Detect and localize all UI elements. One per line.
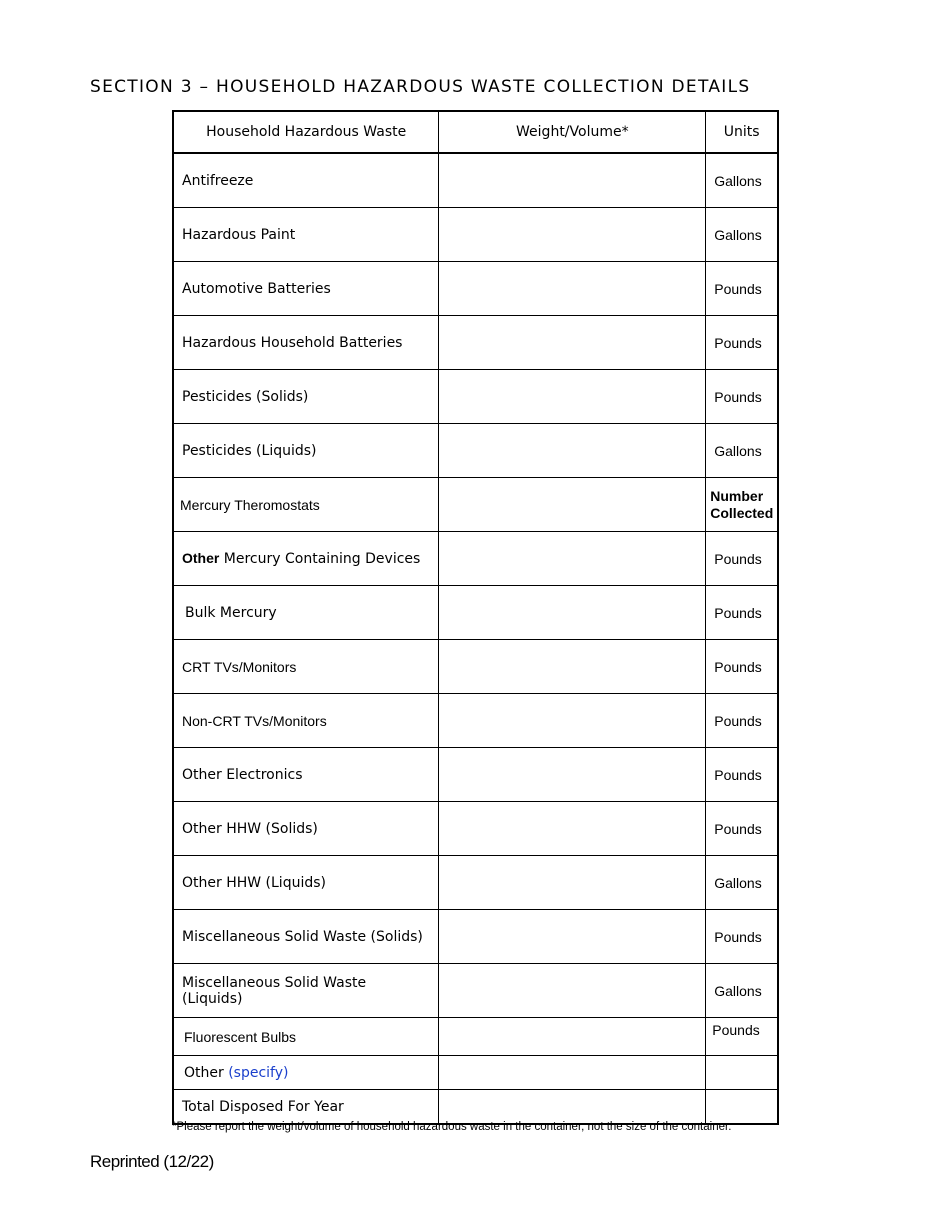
header-units: Units xyxy=(706,111,778,153)
row-label: Miscellaneous Solid Waste (Solids) xyxy=(173,910,439,964)
row-label: Pesticides (Liquids) xyxy=(173,424,439,478)
row-label: Automotive Batteries xyxy=(173,262,439,316)
table-row xyxy=(173,370,778,424)
row-units: Pounds xyxy=(706,802,778,856)
weight-volume-input[interactable] xyxy=(439,424,706,478)
header-waste: Household Hazardous Waste xyxy=(173,111,439,153)
weight-volume-input[interactable] xyxy=(439,153,706,208)
table-row xyxy=(173,532,778,586)
total-units xyxy=(706,1090,778,1125)
table-row xyxy=(173,1018,778,1056)
weight-volume-input[interactable] xyxy=(439,1056,706,1090)
row-units: Gallons xyxy=(706,208,778,262)
weight-volume-input[interactable] xyxy=(439,262,706,316)
weight-volume-input[interactable] xyxy=(439,532,706,586)
specify-link[interactable]: (specify) xyxy=(228,1064,289,1081)
weight-volume-input[interactable] xyxy=(439,478,706,532)
row-units: Pounds xyxy=(706,640,778,694)
row-units: Pounds xyxy=(706,262,778,316)
section-title: SECTION 3 – HOUSEHOLD HAZARDOUS WASTE COLLECTION DETAILS xyxy=(90,77,751,97)
row-label-other: Other xyxy=(184,1064,224,1081)
total-row xyxy=(173,1090,778,1125)
row-units: Pounds xyxy=(706,532,778,586)
table-row xyxy=(173,964,778,1018)
row-units: Gallons xyxy=(706,153,778,208)
table-row xyxy=(173,802,778,856)
table-row xyxy=(173,910,778,964)
total-label: Total Disposed For Year xyxy=(173,1090,439,1125)
table-row xyxy=(173,586,778,640)
table-row xyxy=(173,478,778,532)
row-label: Other HHW (Solids) xyxy=(173,802,439,856)
total-input[interactable] xyxy=(439,1090,706,1125)
weight-volume-input[interactable] xyxy=(439,910,706,964)
header-weight-volume: Weight/Volume* xyxy=(439,111,706,153)
row-label: Pesticides (Solids) xyxy=(173,370,439,424)
reprinted-date: Reprinted (12/22) xyxy=(90,1152,214,1171)
row-units: Pounds xyxy=(706,910,778,964)
row-label: Bulk Mercury xyxy=(173,586,439,640)
table-row xyxy=(173,424,778,478)
weight-volume-input[interactable] xyxy=(439,586,706,640)
table-header-row xyxy=(173,111,778,153)
table-row xyxy=(173,1056,778,1090)
footnote: *Please report the weight/volume of household hazardous waste in the container, not the size of the container. xyxy=(172,1121,732,1133)
row-label: Other Electronics xyxy=(173,748,439,802)
row-units: Pounds xyxy=(706,370,778,424)
row-label: Fluorescent Bulbs xyxy=(173,1018,439,1056)
row-label xyxy=(173,1056,439,1090)
row-label: Miscellaneous Solid Waste (Liquids) xyxy=(173,964,439,1018)
weight-volume-input[interactable] xyxy=(439,748,706,802)
weight-volume-input[interactable] xyxy=(439,856,706,910)
row-label xyxy=(173,532,439,586)
hhw-collection-table xyxy=(172,110,779,1125)
table-row xyxy=(173,640,778,694)
row-label-rest: Mercury Containing Devices xyxy=(219,551,421,567)
weight-volume-input[interactable] xyxy=(439,964,706,1018)
row-label: CRT TVs/Monitors xyxy=(173,640,439,694)
row-units: Gallons xyxy=(706,856,778,910)
row-label: Antifreeze xyxy=(173,153,439,208)
row-units: Number Collected xyxy=(706,478,778,532)
row-label: Other HHW (Liquids) xyxy=(173,856,439,910)
row-label: Hazardous Household Batteries xyxy=(173,316,439,370)
row-units: Pounds xyxy=(706,1018,778,1056)
row-units: Pounds xyxy=(706,694,778,748)
table-row xyxy=(173,316,778,370)
weight-volume-input[interactable] xyxy=(439,640,706,694)
table-row xyxy=(173,208,778,262)
weight-volume-input[interactable] xyxy=(439,802,706,856)
row-units xyxy=(706,1056,778,1090)
weight-volume-input[interactable] xyxy=(439,208,706,262)
row-units: Pounds xyxy=(706,748,778,802)
row-units: Gallons xyxy=(706,424,778,478)
row-label-bold: Other xyxy=(182,550,220,566)
weight-volume-input[interactable] xyxy=(439,370,706,424)
table-row xyxy=(173,748,778,802)
row-units: Pounds xyxy=(706,316,778,370)
weight-volume-input[interactable] xyxy=(439,316,706,370)
table-row xyxy=(173,262,778,316)
weight-volume-input[interactable] xyxy=(439,1018,706,1056)
table-row xyxy=(173,153,778,208)
row-units: Gallons xyxy=(706,964,778,1018)
row-units: Pounds xyxy=(706,586,778,640)
row-label: Hazardous Paint xyxy=(173,208,439,262)
weight-volume-input[interactable] xyxy=(439,694,706,748)
row-label: Non-CRT TVs/Monitors xyxy=(173,694,439,748)
table-row xyxy=(173,856,778,910)
table-row xyxy=(173,694,778,748)
row-label: Mercury Theromostats xyxy=(173,478,439,532)
